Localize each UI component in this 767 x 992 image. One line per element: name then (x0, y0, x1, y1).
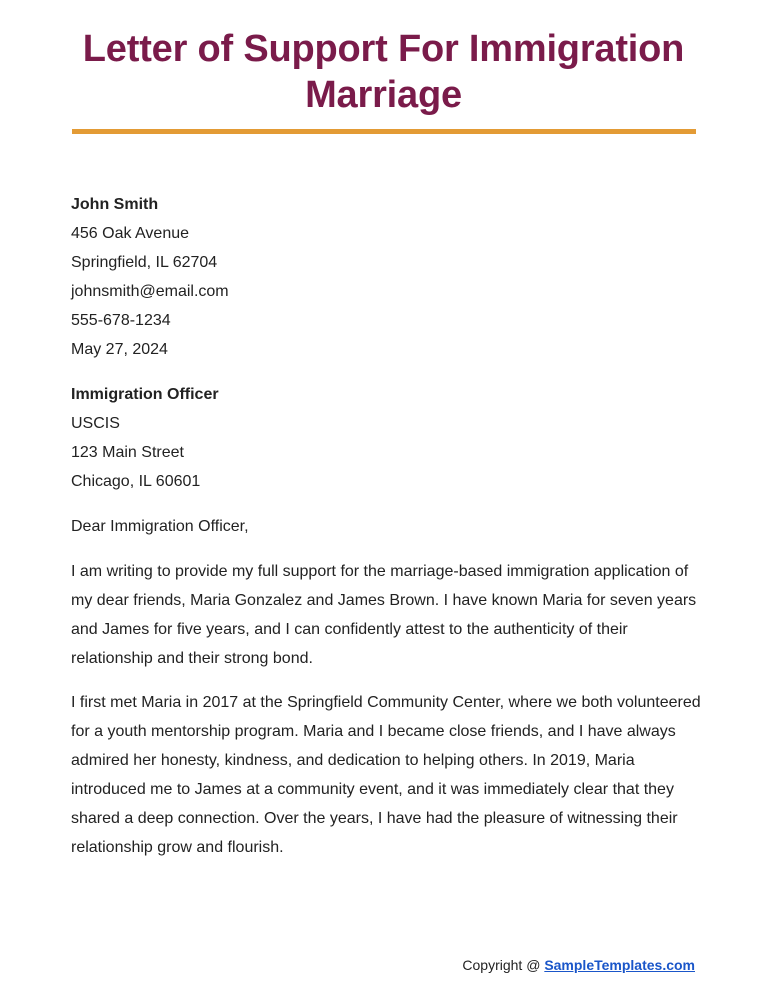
copyright-footer (462, 955, 695, 975)
copyright-label: Copyright @ (462, 957, 541, 973)
recipient-street: 123 Main Street (71, 444, 184, 461)
body-paragraph-2: I first met Maria in 2017 at the Springfield Community Center, where we both volunteered for a youth mentorship program. Maria and I became close friends, and I have always admired her honesty, kindness, and dedication to helping others. In 2019, Maria introduced me to James at a community event, and it was immediately clear that they shared a deep connection. Over the years, I have had the pleasure of witnessing their relationship grow and flourish. (71, 694, 701, 856)
sender-city: Springfield, IL 62704 (71, 254, 218, 271)
sender-phone: 555-678-1234 (71, 312, 171, 329)
salutation: Dear Immigration Officer, (71, 518, 249, 535)
recipient-city: Chicago, IL 60601 (71, 473, 201, 490)
recipient-title: Immigration Officer (71, 386, 219, 403)
page-title: Letter of Support For Immigration Marriage (82, 28, 685, 116)
sender-street: 456 Oak Avenue (71, 225, 190, 242)
sender-email: johnsmith@email.com (71, 283, 229, 300)
letter-date: May 27, 2024 (71, 341, 168, 358)
recipient-address-block (71, 380, 701, 496)
sender-address-block (71, 190, 701, 364)
recipient-organization: USCIS (71, 415, 120, 432)
letter-body (71, 190, 701, 862)
sample-templates-link[interactable]: SampleTemplates.com (544, 957, 695, 973)
title-divider (72, 129, 696, 134)
body-paragraph-1: I am writing to provide my full support for the marriage-based immigration application of my dear friends, Maria Gonzalez and James Brown. I have known Maria for seven years and James for five years, and I can confidently attest to the authenticity of their relationship and their strong bond. (71, 563, 697, 667)
sender-name: John Smith (71, 196, 159, 213)
